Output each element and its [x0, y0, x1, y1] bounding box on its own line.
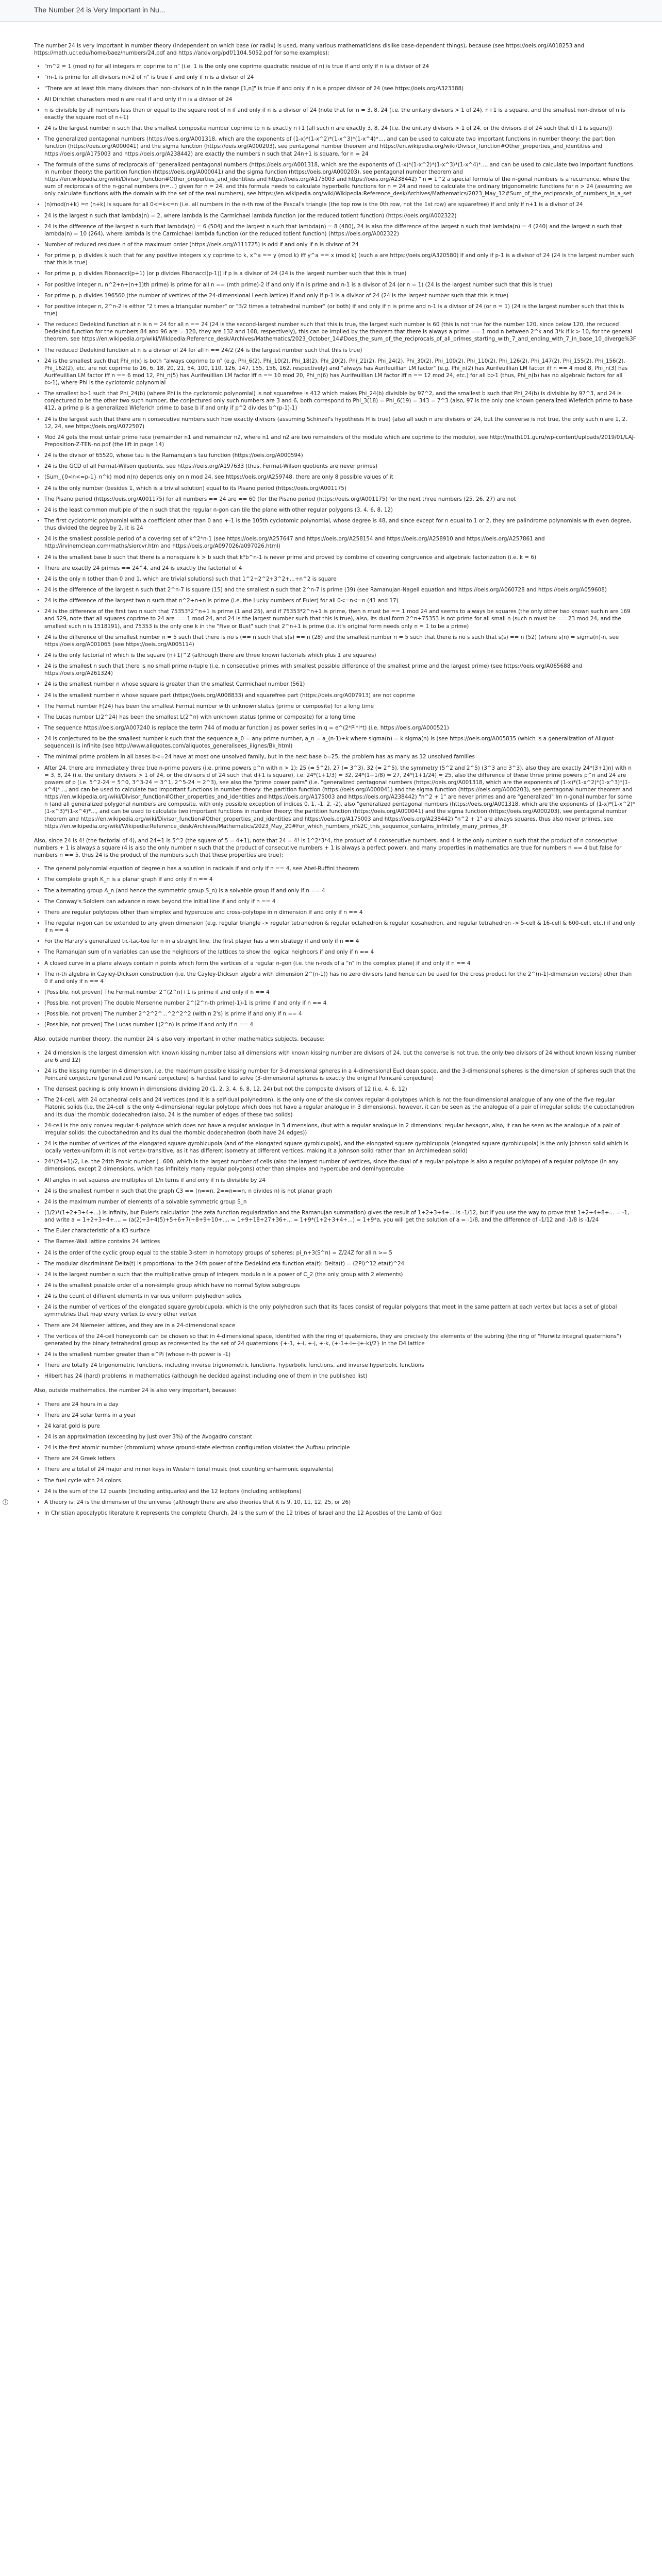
list-item: • The 24-cell, with 24 octahedral cells and 24 vertices (and it is a self-dual polyhedron), is the only one of the six convex regular 4-polytopes which is not the four-dimensional analogue of any one of the five regular Platonic solids (i.e. the 24-cell is the only 4-dimensional regular polytope which does not have a regular analogue in 3 dimensions), however, it can be seen as the analogue of a pair of irregular solids: the cuboctahedron and its dual the rhombic dodecahedron (also, 24 is the number of edges of these two solids) [44, 1096, 636, 1118]
list-item: • 24 is the smallest n such that there is no small prime n-tuple (i.e. n consecutive primes with smallest possible difference of the smallest prime and the largest prime) (see https://oeis.org/A065688 and https://oeis.org/A261324) [44, 663, 636, 677]
n-le-4-list [34, 865, 636, 1028]
intro-paragraph: The number 24 is very important in number theory (independent on which base (or radix) is used, many various mathematicians dislike base-dependent things), because (see https://oeis.org/A018253 and https://math.ucr.edu/home/baez/numbers/24.pdf and https://arxiv.org/pdf/1104.5052.pdf for some examples): [34, 43, 585, 57]
list-item: • (n)mod(n+k) =n (n+k) is square for all 0<=k<=n (i.e. all numbers in the n-th row of the Pascal's triangle (the top row is the 0th row, not the 1st row) are squarefree) if and only if n+1 is a divisor of 24 [44, 201, 636, 208]
list-item: • 24 is the smallest number n whose square part (https://oeis.org/A008833) and squarefree part (https://oeis.org/A007913) are not coprime [44, 692, 636, 699]
list-item: • 24 is the GCD of all Fermat-Wilson quotients, see https://oeis.org/A197633 (thus, Fermat-Wilson quotients are never primes) [44, 463, 636, 470]
number-theory-list [34, 63, 636, 830]
list-item: • 24 is the difference of the largest n such that 2^n-7 is square (15) and the smallest n such that 2^n-7 is prime (39) (see Ramanujan-Nagell equation and https://oeis.org/A060728 and https://oeis.org/A059608) [44, 586, 636, 594]
list-item: • 24 is the kissing number in 4 dimension, i.e. the maximum possible kissing number for 3-dimensional spheres in a 4-dimensional Euclidean space, and the 3-dimensional spheres is the dimension of spheres such that the Poincaré conjecture (generalized Poincaré conjecture) is hardest (and to solve (3-dimensional spheres is exactly the original Poincaré conjecture) [44, 1067, 636, 1082]
list-item: • "m-1 is prime for all divisors m>2 of n" is true if and only if n is a divisor of 24 [44, 74, 636, 81]
list-item: • 24 is the first atomic number (chromium) whose ground-state electron configuration violates the Aufbau principle [44, 1444, 636, 1451]
info-icon[interactable]: i [3, 1499, 8, 1505]
list-item: • 24 is the difference of the first two n such that 75353*2^n+1 is prime (1 and 25), and if 75353*2^n+1 is prime, then n must be == 1 mod 24 and seems to always be squares (the only other two known such n are 169 and 529, note that all squares coprime to 24 are == 1 mod 24, and 24 is the largest number such that this is true), also, its dual form 2^n+75353 is not prime for all small n (such n must be == 23 mod 24, and the smallest such n is 1518191), and 75353 is the only one k in the "Five or Bust" such that 2^n+1 is prime (i.e. it's original form needs only n = 1 to be a prime) [44, 608, 636, 630]
list-item: • The modular discriminant Delta(t) is proportional to the 24th power of the Dedekind eta function eta(t): Delta(t) = (2Pi)^12 eta(t)^24 [44, 1260, 636, 1267]
list-item: • 24 is the smallest number n whose square is greater than the smallest Carmichael number (561) [44, 681, 636, 688]
title-bar [0, 0, 662, 22]
list-item: • (Sum_{0<n<=p-1} n^k) mod n(n) depends only on n mod 24, see https://oeis.org/A259748, there are only 8 possible values of it [44, 473, 636, 481]
list-item: • In Christian apocalyptic literature it represents the complete Church, 24 is the sum of the 12 tribes of Israel and the 12 Apostles of the Lamb of God [44, 1510, 636, 1517]
list-item: • 24 is the largest number n such that the smallest composite number coprime to n is exactly n+1 (all such n are exactly 3, 8, 24 (i.e. the unitary divisors > 1 of 24, or the divisors d of 24 such that d+1 is square)) [44, 125, 636, 132]
list-item: • 24 is the difference of the largest two n such that n^2+n+n is prime (i.e. the Lucky numbers of Euler) for all 0<=n<=n (41 and 17) [44, 597, 636, 604]
list-item: • 24 is the maximum number of elements of a solvable symmetric group S_n [44, 1198, 636, 1206]
list-item: • Hilbert has 24 (hard) problems in mathematics (although he decided against including one of them in the published list) [44, 1372, 636, 1380]
list-item: • "There are at least this many divisors than non-divisors of n in the range [1,n]" is true if and only if n is a proper divisor of 24 (see https://oeis.org/A323388) [44, 85, 636, 92]
list-item: • 24 is the smallest possible order of a non-simple group which have no normal Sylow subgroups [44, 1282, 636, 1289]
list-item: • 24 is the difference of the largest n such that lambda(n) = 6 (504) and the largest n such that lambda(n) = 8 (480), 24 is also the difference of the largest n such that lambda(n) = 4 (240) and the largest n such that lambda(n) = 10 (264), where lambda is the Carmichael lambda function (or the reduced totient function) (https://oeis.org/A002322) [44, 223, 636, 238]
left-gutter [0, 22, 11, 2576]
list-item: • There are 24 solar terms in a year [44, 1412, 636, 1419]
list-item: • The general polynomial equation of degree n has a solution in radicals if and only if n == 4, see Abel-Ruffini theorem [44, 865, 636, 872]
list-item: • The sequence https://oeis.org/A007240 is replace the term 744 of modular function j as power series in q = e^(2*Pi*i*t) (i.e. https://oeis.org/A000521) [44, 724, 636, 732]
list-item: • For positive integer n, n^2+n+(n+1)th prime) is prime for all n == (mth prime)-2 if and only if n is prime and n-1 is a divisor of 24 (or n = 1) (24 is the largest number such that this is true) [44, 281, 636, 289]
list-item: • For the Harary's generalized tic-tac-toe for n in a straight line, the first player has a win strategy if and only if n == 4 [44, 938, 636, 945]
list-item: • 24 is the smallest number n such that the graph C3 == (n==n, 2==n==n, n divides n) is not planar graph [44, 1188, 636, 1195]
list-item: • The complete graph K_n is a planar graph if and only if n == 4 [44, 876, 636, 883]
list-item: • The Ramanujan sum of n variables can use the neighbors of the lattices to show the logical neighbors if and only if n == 4 [44, 948, 636, 956]
list-item: • The densest packing is only known in dimensions dividing 20 (1, 2, 3, 4, 6, 8, 12, 24) but not the composite divisors of 12 (i.e. 4, 6, 12) [44, 1086, 636, 1093]
list-item: • "m^2 = 1 (mod n) for all integers m coprime to n" (i.e. 1 is the only one coprime quadratic residue of n) is true if and only if n is a divisor of 24 [44, 63, 636, 70]
list-item: • 24 is the count of different elements in various uniform polyhedron solids [44, 1293, 636, 1300]
list-item: • The first cyclotomic polynomial with a coefficient other than 0 and +-1 is the 105th cyclotomic polynomial, whose degree is 48, and since except for n equal to 1 or 2, they are palindrome polynomials with even degree, thus divided the degree by 2, it is 24 [44, 517, 636, 532]
list-item: • 24 is the only number (besides 1, which is a trivial solution) equal to its Pisano period (https://oeis.org/A001175) [44, 485, 636, 492]
list-item: • There are regular polytopes other than simplex and hypercube and cross-polytope in n dimension if and only if n == 4 [44, 909, 636, 916]
list-item: • 24 dimension is the largest dimension with known kissing number (also all dimensions with known kissing number are divisors of 24, but the converse is not true, the only two divisors of 24 without known kissing number are 6 and 12) [44, 1049, 636, 1064]
list-item: • n is divisible by all numbers less than or equal to the square root of n if and only if n is a divisor of 24 (note that for n = 3, 8, 24 (i.e. the unitary divisors > 1 of 24), n+1 is a square, and the smallest non-divisor of n is exactly the square root of n+1) [44, 107, 636, 121]
article-body [34, 42, 636, 1524]
list-item: • There are 24 Niemeier lattices, and they are in a 24-dimensional space [44, 1322, 636, 1329]
list-item: • 24-cell is the only convex regular 4-polytope which does not have a regular analogue in 3 dimensions, (but with a regular analogue in 2 dimensions: regular hexagon, also, it can be seen as the analogue of a pair of irregular solids: the cuboctahedron and its dual the rhombic dodecahedron (both have 24 edges)) [44, 1122, 636, 1137]
list-item: • The smallest b>1 such that Phi_24(b) (where Phi is the cyclotomic polynomial) is not squarefree is 412 which makes Phi_24(b) divisible by 97^2, and the smallest b such that Phi_24(b) is divisible by 97^3, and 24 is conjectured to be the other two such number, the conjectured only such numbers are 3 and 6, both correspond to Phi_3(18) = Phi_6(19) = 343 = 7^3 (also, 97 is the only one known generalized Wieferich prime to base 412, a prime p is a generalized Wieferich prime to base b if and only if p^2 divides b^(p-1)-1) [44, 390, 636, 412]
list-item: • The generalized pentagonal numbers (https://oeis.org/A001318, which are the exponents of (1-x)*(1-x^2)*(1-x^3)*(1-x^4)*..., and can be used to calculate two important functions in number theory: the partition function (https://oeis.org/A000041) and the sigma function (https://oeis.org/A000203), see pentagonal number theorem and https://en.wikipedia.org/wiki/Divisor_function#Other_properties_and_identities and https://oeis.org/A175003 and https://oeis.org/A238442) are exactly the numbers n such that 24n+1 is square, for n = 24 [44, 135, 636, 157]
list-item: • For prime p, p divides k such that for any positive integers x,y coprime to k, x^a == y (mod k) iff y^a == x (mod k) (such a are https://oeis.org/A320580) if and only if p-1 is a divisor of 24 (24 is the largest number such that this is true) [44, 252, 636, 266]
list-item: • 24 is the smallest possible period of a covering set of k^2*n-1 (see https://oeis.org/A257647 and https://oeis.org/A258154 and https://oeis.org/A258910 and https://oeis.org/A257861 and http://irvinemclean.com/maths/siercvr.htm and https://oeis.org/A097026/a097026.html) [44, 535, 636, 550]
list-item: • The reduced Dedekind function at n is a divisor of 24 for all n == 24/2 (24 is the largest number such that this is true) [44, 347, 636, 354]
list-item: • The Lucas number L(2^24) has been the smallest L(2^n) with unknown status (prime or composite) for a long time [44, 714, 636, 721]
list-item: • (1/2)*(1+2+3+4+...) is infinity, but Euler's calculation (the zeta function regularization and the Ramanujan summation) gives the result of 1+2+3+4+... is -1/12, but if you use the way to prove that 1+2+4+8+... = -1, and write a = 1+2+3+4+..., = (a(2)+3+4(5)+5+6+7(+8+9+10+..., = 1+9+18+27+36+... = 1+9*(1+2+3+4+...) = 1+9*a, you will get the solution of a = -1/8, and the difference of -1/12 and -1/8 is -1/24 [44, 1209, 636, 1224]
list-item: • 24 karat gold is pure [44, 1422, 636, 1430]
list-item: • 24 is the divisor of 65520, whose tau is the Ramanujan's tau function (https://oeis.org/A000594) [44, 452, 636, 459]
list-item: • The reduced Dedekind function at n is n = 24 for all n == 24 (24 is the second-largest number such that this is true, the largest such number is 60 (this is not true for the number 120, since below 120, the reduced Dedekind function for the numbers 84 and 96 are = 120, they are 132 and 168, respectively), this can be implied by the theorem that there is always a prime == 1 mod n between 2^k and 3*k if k > 10, for the general theorem, see https://en.wikipedia.org/wiki/Wikipedia:Reference_desk/Archives/Mathematics/2023_October_14#Does_the_sum_of_the_reciprocals_of_all_primes_starting_with_7_and_ending_with_7_in_base_10_diverge%3F [44, 321, 636, 343]
list-item: • 24 is the order of the cyclic group equal to the stable 3-stem in homotopy groups of spheres: pi_n+3(S^n) = Z/24Z for all n >= 5 [44, 1249, 636, 1257]
list-item: • The Pisano period (https://oeis.org/A001175) for all numbers == 24 are == 60 (for the Pisano period (https://oeis.org/A001175) for the next three numbers (25, 26, 27) are not [44, 496, 636, 503]
list-item: • The n-th algebra in Cayley-Dickson construction (i.e. the Cayley-Dickson algebra with dimension 2^(n-1)) has no zero divisors (and hence can be used for the cross product for the 2^(n-1)-dimension vectors) other than 0 if and only if n == 4 [44, 971, 636, 985]
list-item: • (Possible, not proven) The Fermat number 2^(2^n)+1 is prime if and only if n == 4 [44, 989, 636, 996]
list-item: • The regular n-gon can be extended to any given dimension (e.g. regular triangle -> regular tetrahedron & regular octahedron & regular icosahedron, and regular tetrahedron -> 5-cell & 16-cell & 600-cell, etc.) if and only if n == 4 [44, 920, 636, 934]
list-item: • 24*(24+1)/2, i.e. the 24th Pronic number (=600, which is the largest number of cells (also the largest number of vertices, since the dual of a regular polytope is also a regular polytope) of a regular polytope (in any dimensions, except 2 dimensions, which has infinitely many regular polygons) other than simplex and hypercube and demihypercube [44, 1158, 636, 1173]
list-item: • The vertices of the 24-cell honeycomb can be chosen so that in 4-dimensional space, identified with the ring of quaternions, they are precisely the elements of the subring (the ring of "Hurwitz integral quaternions") generated by the binary tetrahedral group as represented by the set of 24 quaternions {+-1, +-i, +-j, +-k, (+-1+-i+-j+-k)/2} in the D4 lattice [44, 1333, 636, 1347]
list-item: • (Possible, not proven) The number 2^2^2^...^2^2^2 (with n 2's) is prime if and only if n == 4 [44, 1010, 636, 1018]
list-item: • There are totally 24 trigonometric functions, including inverse trigonometric functions, hyperbolic functions, and inverse hyperbolic functions [44, 1362, 636, 1369]
list-item: • 24 is the only factorial n! which is the square (n+1)^2 (although there are three known factorials which plus 1 are squares) [44, 652, 636, 659]
list-item: • 24 is the number of vertices of the elongated square gyrobicupola, which is the only polyhedron such that its faces consist of regular polygons that meet in the same pattern at each vertex but lacks a set of global symmetries that map every vertex to every other vertex [44, 1303, 636, 1318]
outside-math-list [34, 1401, 636, 1517]
list-item: • All Dirichlet characters mod n are real if and only if n is a divisor of 24 [44, 96, 636, 103]
list-item: • 24 is conjectured to be the smallest number k such that the sequence a_0 = any prime number, a_n = a_(n-1)+k where sigma(n) = k sigma(n) is (see https://oeis.org/A005835 (which is a generalization of Aliquot sequence)) is infinite (see http://www.aliquotes.com/aliquotes_generalisees_ilignes/Bk_html) [44, 735, 636, 750]
list-item: • The minimal prime problem in all bases b<=24 have at most one unsolved family, but in the next base b=25, the problem has as many as 12 unsolved families [44, 753, 636, 760]
list-item: • There are exactly 24 primes == 24^4, and 24 is exactly the factorial of 4 [44, 565, 636, 572]
list-item: • After 24, there are immediately three true n-prime powers (i.e. prime powers p^n with n > 1): 25 (= 5^2), 27 (= 3^3), 32 (= 2^5), the symmetry (5^2 and 2^5) (3^3 and 3^3), also they are exactly 24*(3+1)n) with n = 3, 8, 24 (i.e. the unitary divisors > 1 of 24, or the divisors d of 24 such that d+1 is square), i.e. 24*(1+1/3) = 32, 24*(1+1/8) = 27, 24*(1+1/24) = 25, also the difference of these three prime powers p^n and 24 are powers of p (i.e. 5^2-24 = 5^0, 3^3-24 = 3^1, 2^5-24 = 2^3), see also the "prime power pairs" (i.e. "generalized pentagonal numbers (https://oeis.org/A001318, which are the exponents of (1-x)*(1-x^2)*(1-x^3)*(1-x^4)*..., and can be used to calculate two important functions in number theory: the partition function (https://oeis.org/A000041) and the sigma function (https://oeis.org/A000203), see pentagonal number theorem and https://en.wikipedia.org/wiki/Divisor_function#Other_properties_and_identities and https://oeis.org/A175003 and https://oeis.org/A238442) "n^2 + 1" are never primes and are "generalized" lm n-gonal number for some n (and all generalized polygonal numbers are composite, with only possible exception of indices 0, 1, -1, 2, -2), also "generalized pentagonal numbers (https://oeis.org/A001318, which are the exponents of (1-x)*(1-x^2)*(1-x^3)*(1-x^4)*..., and can be used to calculate two important functions in number theory: the partition function (https://oeis.org/A000041) and the sigma function (https://oeis.org/A000203), see pentagonal number theorem and https://en.wikipedia.org/wiki/Divisor_function#Other_properties_and_identities and https://oeis.org/A175003 and https://oeis.org/A238442) "n^2 + 1" are always squares, thus also never primes, see https://en.wikipedia.org/wiki/Wikipedia:Reference_desk/Archives/Mathematics/2023_May_20#For_which_numbers_n%2C_this_sequence_contains_infinitely_many_primes_3F [44, 765, 636, 830]
list-item: • 24 is the least common multiple of the n such that the regular n-gon can tile the plane with other regular polygons (3, 4, 6, 8, 12) [44, 506, 636, 514]
list-item: • All angles in set squares are multiples of 1/n turns if and only if n is divisible by 24 [44, 1177, 636, 1184]
list-item: • 24 is the sum of the 12 puants (including antiquarks) and the 12 leptons (including antileptons) [44, 1488, 636, 1495]
list-item: • The Conway's Soldiers can advance n rows beyond the initial line if and only if n == 4 [44, 898, 636, 905]
page-title: The Number 24 is Very Important in Nu... [34, 6, 166, 14]
list-item: • There are a total of 24 major and minor keys in Western tonal music (not counting enharmonic equivalents) [44, 1466, 636, 1473]
list-item: • The Euler characteristic of a K3 surface [44, 1227, 636, 1234]
list-item: • For prime p, p divides Fibonacci(p+1) (or p divides Fibonacci(p-1)) if p is a divisor of 24 (24 is the largest number such that this is true) [44, 270, 636, 277]
list-item: • The fuel cycle with 24 colors [44, 1477, 636, 1484]
list-item: • The alternating group A_n (and hence the symmetric group S_n) is a solvable group if and only if n == 4 [44, 887, 636, 894]
list-item: • Number of reduced residues n of the maximum order (https://oeis.org/A111725) is odd if and only if n is divisor of 24 [44, 241, 636, 248]
list-item: • 24 is the number of vertices of the elongated square gyrobicupola (and of the elongated square gyrobicupola), and the elongated square gyrobicupola (elongated square gyrobicupola) is the only Johnson solid which is locally vertex-uniform (it is not vertex-transitive, as it has different isometry at different vertices, making it a Johnson solid rather than an Archimedean solid) [44, 1140, 636, 1155]
other-math-paragraph: Also, outside number theory, the number 24 is also very important in other mathematics subjects, because: [34, 1036, 325, 1043]
list-item: • 24 is the smallest such that Phi_n(x) is both "always coprime to n" (e.g. Phi_6(2), Phi_10(2), Phi_18(2), Phi_20(2), Phi_21(2), Phi_24(2), Phi_30(2), Phi_100(2), Phi_110(2), Phi_126(2), Phi_147(2), Phi_155(2), Phi_156(2), Phi_162(2), etc. are not coprime to 16, 6, 18, 20, 21, 54, 100, 110, 126, 147, 155, 156, 162, respectively) and "always has Aurifeuillian LM factor" (e.g. Phi_n(2) has Aurifeuillian LM factor iff n == 4 mod 8, Phi_n(3) has Aurifeuillian LM factor iff n == 6 mod 12, Phi_n(5) has Aurifeuillian LM factor iff n == 10 mod 20, Phi_n(6) has Aurifeuillian LM factor iff n == 12 mod 24, etc.) for all b>1 (thus, Phi_n(b) has no algebraic factors for all b>1), where Phi is the cyclotomic polynomial [44, 358, 636, 387]
list-item: • The formula of the sums of reciprocals of "generalized pentagonal numbers (https://oeis.org/A001318, which are the exponents of (1-x)*(1-x^2)*(1-x^3)*(1-x^4)*..., and can be used to calculate two important functions in number theory: the partition function (https://oeis.org/A000041) and the sigma function (https://oeis.org/A000203), see pentagonal number theorem and https://en.wikipedia.org/wiki/Divisor_function#Other_properties_and_identities and https://oeis.org/A175003 and https://oeis.org/A238442) " n = 1^2 a special formula of the n-gonal numbers is a recurrence, where the sum of reciprocals of the n-gonal numbers (n=...) given for n = 24, and this formula needs to calculate hyperbolic functions for n = 24 and need to calculate the ordinary trigonometric functions for n > 24 (assuming we only calculate functions with the domain with the set of the real numbers), see https://en.wikipedia.org/wiki/Wikipedia:Reference_desk/Archives/Mathematics/2023_May_12#Sum_of_the_reciprocals_of_numbers_in_a_set [44, 161, 636, 198]
list-item: • For prime p, p divides 196560 (the number of vertices of the 24-dimensional Leech lattice) if and only if p-1 is a divisor of 24 (24 is the largest number such that this is true) [44, 292, 636, 299]
list-item: • For positive integer n, 2^n-2 is either "2 times a triangular number" or "3/2 times a tetrahedral number" (or both) if and only if n is prime and n-1 is a divisor of 24 (or n = 1) (24 is the largest number such that this is true) [44, 303, 636, 317]
list-item: • 24 is an approximation (exceeding by just over 3%) of the Avogadro constant [44, 1433, 636, 1440]
factorial-paragraph: Also, since 24 is 4! (the factorial of 4), and 24+1 is 5^2 (the square of 5 = 4+1), note that 24 = 4! is 1^2*3*4, the product of 4 consecutive numbers, and 4 is the only number n such that the product of n consecutive numbers + 1 is always a square (4 is also the only number n such that the product of consecutive numbers + 1 is always a perfect power), and many properties in mathematics are true for numbers n == 4 but false for numbers n == 5, thus 24 is the product of the numbers such that these properties are true): [34, 837, 622, 859]
list-item: • There are 24 Greek letters [44, 1455, 636, 1462]
list-item: • (Possible, not proven) The double Mersenne number 2^(2^n-th prime)-1)-1 is prime if and only if n == 4 [44, 999, 636, 1007]
list-item: • The Fermat number F(24) has been the smallest Fermat number with unknown status (prime or composite) for a long time [44, 703, 636, 710]
list-item: • (Possible, not proven) The Lucas number L(2^n) is prime if and only if n == 4 [44, 1021, 636, 1028]
other-math-list [34, 1049, 636, 1380]
list-item: • 24 is the difference of the smallest number n = 5 such that there is no s (== n such that s(s) == n (28) and the smallest number n = 5 such that there is no s such that s(s) == n (52) (where s(n) = sigma(n)-n, see https://oeis.org/A001065 (see https://oeis.org/A005114) [44, 634, 636, 648]
list-item: • A theory is: 24 is the dimension of the universe (although there are also theories that it is 9, 10, 11, 12, 25, or 26) [44, 1499, 636, 1506]
list-item: • Mod 24 gets the most unfair prime race (remainder n1 and remainder n2, where n1 and n2 are two remainders of the modulo which are coprime to the modulo), see http://math101.guru/wp-content/uploads/2019/01/LAJ-Preposition-Z-TEN-no.pdf (the lift in page 14) [44, 434, 636, 448]
list-item: • 24 is the largest number n such that the multiplicative group of integers modulo n is a power of C_2 (the only group with 2 elements) [44, 1271, 636, 1278]
list-item: • There are 24 hours in a day [44, 1401, 636, 1408]
outside-math-paragraph: Also, outside mathematics, the number 24 is also very important, because: [34, 1387, 237, 1394]
list-item: • The Barnes-Wall lattice contains 24 lattices [44, 1238, 636, 1245]
list-item: • A closed curve in a plane always contain n points which form the vertices of a regular n-gon (i.e. the n-rods of a "n" in the complex plane) if and only if n == 4 [44, 960, 636, 967]
list-item: • 24 is the smallest number greater than e^Pi (whose n-th power is -1) [44, 1351, 636, 1358]
list-item: • 24 is the smallest base b such that there is a nonsquare k > b such that k*b^n-1 is never prime and proved by combine of covering congruence and algebraic factorization (i.e. k = 6) [44, 554, 636, 561]
list-item: • 24 is the largest n such that lambda(n) = 2, where lambda is the Carmichael lambda function (or the reduced totient function) (https://oeis.org/A002322) [44, 212, 636, 219]
list-item: • 24 is the only n (other than 0 and 1, which are trivial solutions) such that 1^2+2^2+3^2+...+n^2 is square [44, 575, 636, 583]
list-item: • 24 is the largest such that there are n consecutive numbers such how exactly divisors (assuming Schinzel's hypothesis H is true) (also all such n are divisors of 24, but the converse is not true, the only such n are 1, 2, 12, 24, see https://oeis.org/A072507) [44, 416, 636, 430]
